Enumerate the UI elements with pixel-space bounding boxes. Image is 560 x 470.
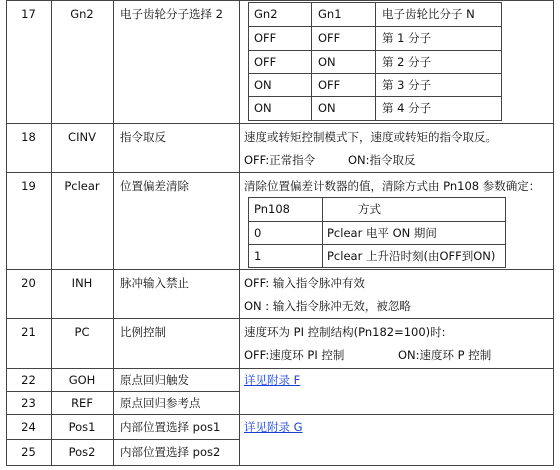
description-text: 速度或转矩控制模式下，速度或转矩的指令取反。 [244,130,497,144]
subtable-cell: Pclear 电平 ON 期间 [327,226,437,240]
row-number: 18 [21,130,36,144]
row-divider [6,414,554,415]
signal-name: Gn2 [70,7,94,21]
row-number: 25 [21,445,36,459]
subtable-border [248,244,506,245]
signal-name: Pos1 [68,420,96,434]
subtable-border [248,26,502,27]
description-text: OFF:正常指令 [244,153,316,167]
subtable-header: 电子齿轮比分子 N [382,7,475,21]
subtable-border [248,96,502,97]
description-text: ON : 输入指令脉冲无效，被忽略 [244,299,411,313]
subtable-cell: 第 1 分子 [382,31,432,45]
row-number: 17 [21,7,36,21]
description-text: 速度环为 PI 控制结构(Pn182=100)时: [244,325,446,339]
subtable-cell: 第 3 分子 [382,78,432,92]
subtable-cell: 0 [254,226,262,240]
subtable-border [248,2,502,3]
row-divider [6,123,554,124]
column-divider [239,0,240,466]
subtable-border [248,197,249,267]
subtable-border [311,2,312,121]
row-number: 20 [21,276,36,290]
subtable-border [248,197,506,198]
subtable-cell: OFF [254,31,277,45]
signal-name: CINV [68,130,96,144]
row-divider [6,368,554,369]
subtable-cell: 第 4 分子 [382,101,432,115]
subtable-cell: OFF [318,78,341,92]
subtable-header: 方式 [358,202,381,216]
description-text: 清除位置偏差计数器的值，清除方式由 Pn108 参数确定： [244,179,541,193]
subtable-cell: ON [254,78,272,92]
subtable-cell: Pclear 上升沿时刻(由OFF到ON) [327,249,496,263]
description-text: OFF: 输入指令脉冲有效 [244,276,365,290]
row-divider [6,439,239,440]
row-number: 24 [21,420,36,434]
subtable-border [248,2,249,121]
signal-function: 比例控制 [120,325,166,339]
row-number: 19 [21,179,36,193]
subtable-border [248,267,506,268]
subtable-header: Gn1 [318,7,342,21]
description-text: ON:指令取反 [348,153,416,167]
subtable-cell: 第 2 分子 [382,55,432,69]
signal-function: 位置偏差清除 [120,179,189,193]
table-border [553,0,554,466]
subtable-border [322,197,323,267]
appendix-g-link[interactable]: 详见附录 G [244,420,303,434]
row-number: 22 [21,373,36,387]
subtable-border [248,120,502,121]
signal-function: 脉冲输入禁止 [120,276,189,290]
signal-name: INH [71,276,93,290]
signal-name: Pos2 [68,445,96,459]
signal-function: 内部位置选择 pos1 [120,420,221,434]
signal-function: 原点回归参考点 [120,396,201,410]
subtable-cell: OFF [254,55,277,69]
signal-name: GOH [68,373,96,387]
subtable-cell: ON [318,101,336,115]
subtable-border [505,197,506,267]
signal-name: PC [74,325,90,339]
subtable-border [375,2,376,121]
row-number: 21 [21,325,36,339]
description-text: ON:速度环 P 控制 [398,348,492,362]
subtable-cell: 1 [254,249,262,263]
appendix-f-link[interactable]: 详见附录 F [244,373,301,387]
column-divider [113,0,114,466]
row-divider [6,318,554,319]
subtable-cell: ON [254,101,272,115]
subtable-cell: ON [318,55,336,69]
row-divider [6,0,554,1]
subtable-header: Pn108 [254,202,290,216]
signal-function: 电子齿轮分子选择 2 [120,7,223,21]
signal-function: 原点回归触发 [120,373,189,387]
row-number: 23 [21,396,36,410]
row-divider [6,391,239,392]
subtable-border [248,50,502,51]
description-text: OFF:速度环 PI 控制 [244,348,345,362]
subtable-border [501,2,502,121]
row-divider [6,269,554,270]
subtable-header: Gn2 [254,7,278,21]
signal-function: 指令取反 [120,130,166,144]
signal-name: REF [71,396,93,410]
subtable-border [248,73,502,74]
row-divider [6,172,554,173]
signal-function: 内部位置选择 pos2 [120,445,221,459]
signal-name: Pclear [64,179,100,193]
row-divider [6,465,554,466]
subtable-border [248,221,506,222]
subtable-cell: OFF [318,31,341,45]
